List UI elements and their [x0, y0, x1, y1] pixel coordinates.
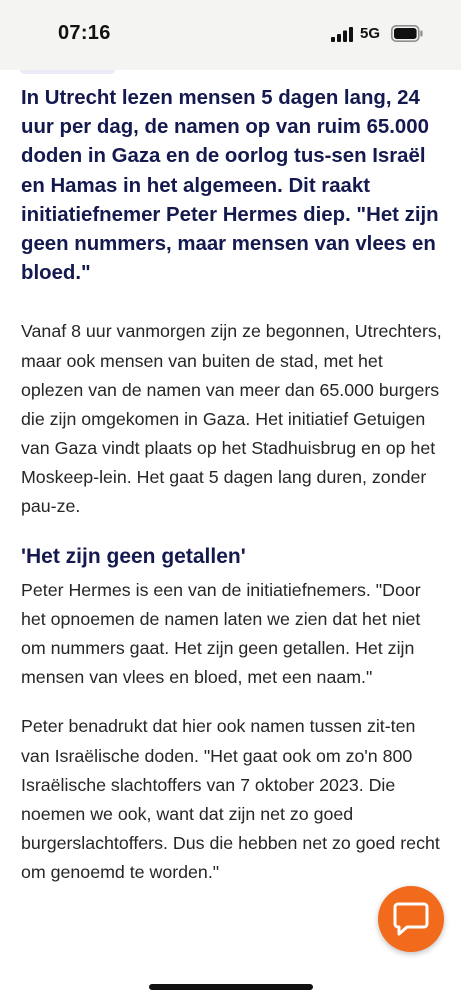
battery-icon: [391, 25, 423, 42]
chat-button[interactable]: [378, 886, 444, 952]
article-lead: In Utrecht lezen mensen 5 dagen lang, 24 uur per dag, de namen op van ruim 65.000 doden in Gaza en de oorlog tus-sen Israël en Hamas in het algemeen. Dit raakt initiatiefnemer Peter Hermes diep. "Het zijn geen nummers, maar mensen van vlees en bloed.": [21, 87, 439, 285]
chat-bubble-icon: [393, 902, 429, 936]
signal-icon: [331, 27, 353, 42]
home-indicator[interactable]: [149, 984, 313, 990]
status-bar: [0, 0, 461, 70]
scrolled-content-edge: [20, 70, 115, 74]
article-subheading: 'Het zijn geen getallen': [21, 545, 246, 569]
article-body: [21, 84, 446, 887]
article-paragraph: Peter benadrukt dat hier ook namen tussen zit-ten van Israëlische doden. "Het gaat ook om zo'n 800 Israëlische slachtoffers van 7 oktober 2023. Die noemen we ook, want dat zijn net zo goed burgerslachtoffers. Dus die hebben net zo goed recht om genoemd te worden.": [21, 716, 440, 882]
network-label: 5G: [360, 25, 381, 42]
article-paragraph: Peter Hermes is een van de initiatiefnemers. "Door het opnoemen de namen laten we zien dat het niet om nummers gaat. Het zijn geen getallen. Het zijn mensen van vlees en bloed, met een naam.": [21, 580, 421, 688]
article-paragraph: Vanaf 8 uur vanmorgen zijn ze begonnen, Utrechters, maar ook mensen van buiten de stad, met het oplezen van de namen van meer dan 65.000 burgers die zijn omgekomen in Gaza. Het initiatief Getuigen van Gaza vindt plaats op het Stadhuisbrug en op het Moskeep-lein. Het gaat 5 dagen lang duren, zonder pau-ze.: [21, 321, 442, 516]
status-time: 07:16: [58, 22, 111, 44]
